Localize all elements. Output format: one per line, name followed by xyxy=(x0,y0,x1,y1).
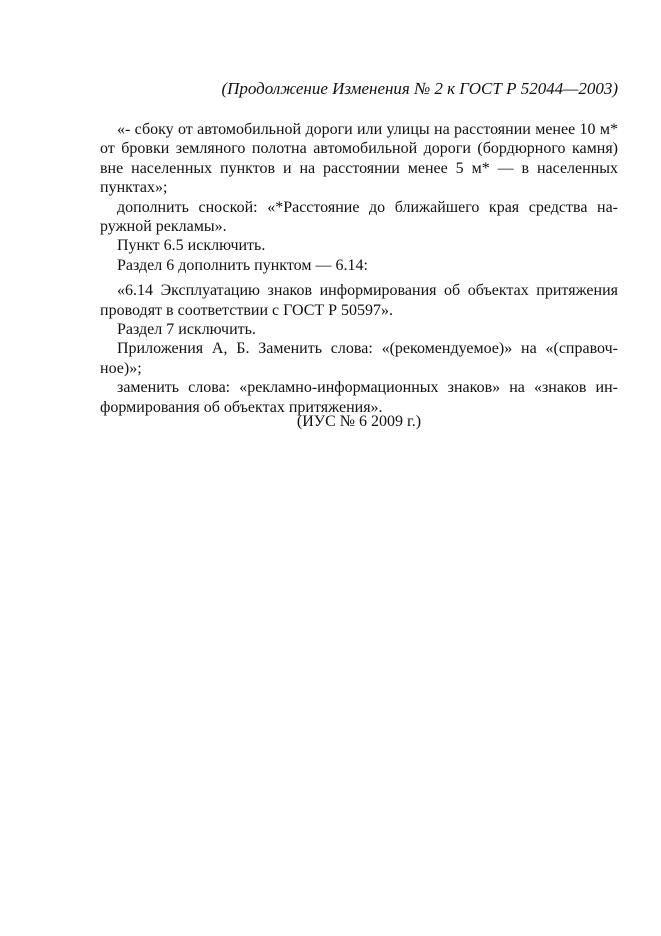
paragraph-section-6-addition: Раздел 6 дополнить пунктом — 6.14: xyxy=(117,256,368,274)
paragraph-appendices: Приложения А, Б. Заменить слова: «(рекомендуемое)» на «(справочное)»; xyxy=(100,340,618,377)
paragraph-footnote-addition: дополнить сноской: «*Расстояние до ближайшего края средства наружной рекламы». xyxy=(100,198,618,236)
paragraph-roadside-distance: «- сбоку от автомобильной дороги или улицы на расстоянии менее 10 м* от бровки земляного полотна автомобильной дороги (бордюрного камня) вне населенных пунктов и на расстоянии менее 5 м* — в населенных пунктах»; xyxy=(100,121,618,197)
continuation-header: (Продолжение Изменения № 2 к ГОСТ Р 52044—2003) xyxy=(221,79,618,98)
source-reference: (ИУС № 6 2009 г.) xyxy=(296,413,422,430)
paragraph-item-6-5: Пункт 6.5 исключить. xyxy=(117,237,266,255)
paragraph-item-6-14: «6.14 Эксплуатацию знаков информирования об объектах притяжения проводят в соответствии с ГОСТ Р 50597». xyxy=(100,282,618,319)
amendment-body xyxy=(100,120,618,417)
paragraph-replace-words: заменить слова: «рекламно-информационных знаков» на «знаков информирования об объектах притяжения». xyxy=(100,379,618,416)
paragraph-section-7: Раздел 7 исключить. xyxy=(117,321,256,339)
